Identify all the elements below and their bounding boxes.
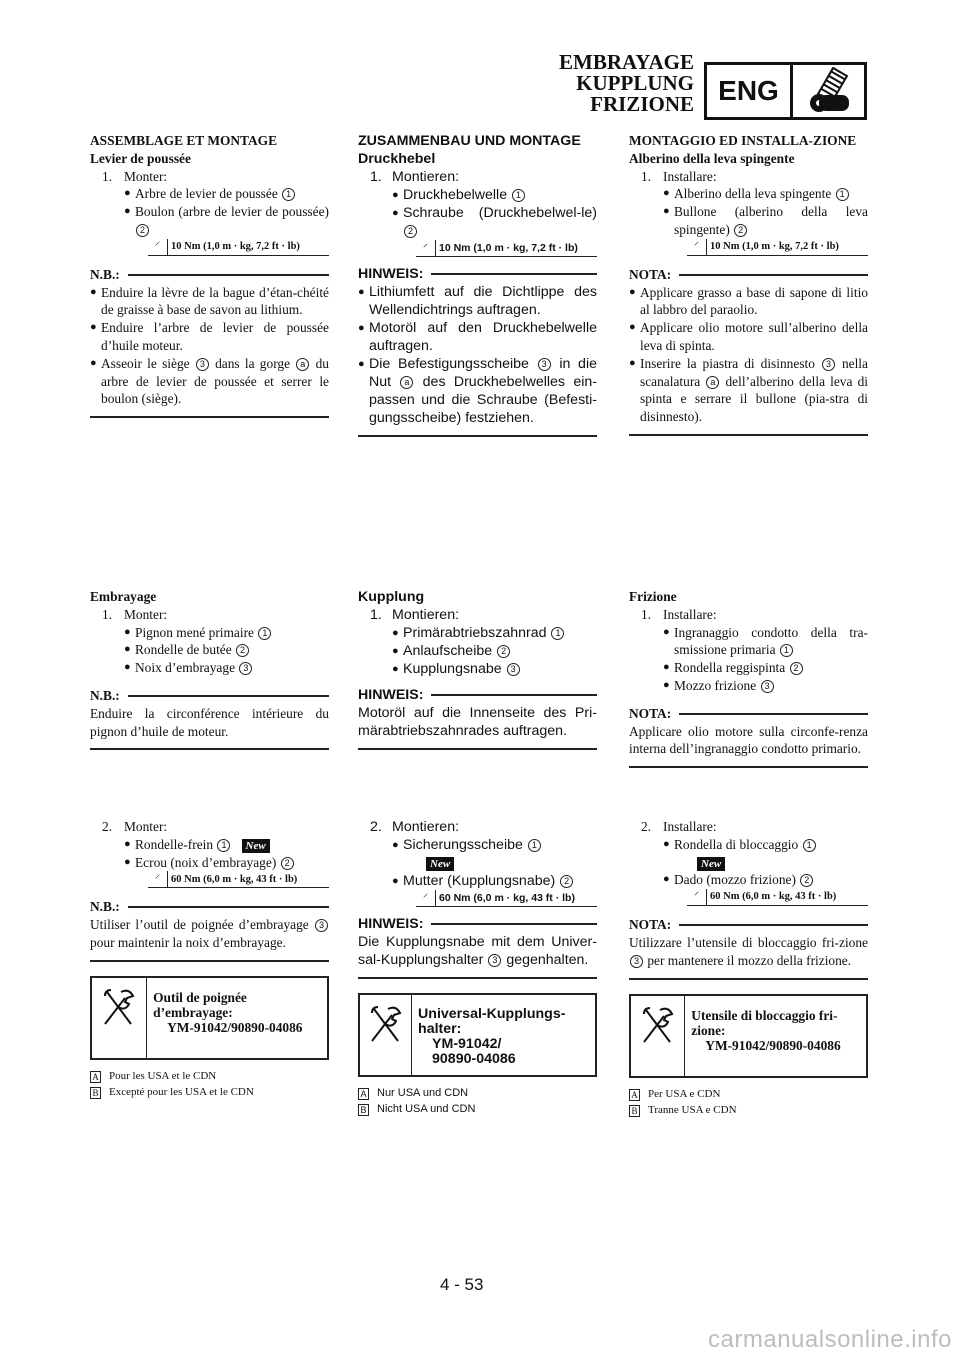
list-item: ● Bullone (alberino della leva spingente) 2 [663,204,868,237]
list-item: ● Anlaufscheibe 2 [358,642,597,660]
list-item: ● Alberino della leva spingente 1 [629,185,868,203]
note-item: ● Applicare grasso a base di sapone di litio al labbro del paraolio. [629,284,868,318]
note-item: ● Enduire l’arbre de levier de poussée d’huile moteur. [90,320,329,353]
divider [358,977,597,979]
list-item: ● Sicherungsscheibe 1 [358,836,597,854]
new-badge-row [629,854,868,872]
tool-code: YM-91042/90890-04086 [705,1037,841,1053]
list-item: ● Mutter (Kupplungsnabe) 2 [358,872,597,890]
new-badge: New [426,857,454,871]
lever-section [629,132,868,436]
engine-wrench-icon [793,65,864,117]
new-badge: New [697,857,725,871]
torque-spec: ⸍ 10 Nm (1,0 m · kg, 7,2 ft · lb) [416,240,597,257]
divider [90,416,329,418]
step2-section [358,818,597,1117]
footnotes: A Nur USA und CDN B Nicht USA und CDN [358,1085,597,1117]
assembly-title: MONTAGGIO ED INSTALLA-ZIONE [629,133,857,148]
note-text: Utiliser l’outil de poignée d’embrayage 3 pour maintenir la noix d’embrayage. [90,916,329,952]
lever-title: Druckhebel [358,151,436,167]
torque-spec: ⸍ 60 Nm (6,0 m · kg, 43 ft · lb) [416,890,597,907]
list-item: ● Rondelle-frein 1 New [90,836,329,854]
list-item: ● Rondella di bloccaggio 1 [629,836,868,854]
clutch-section [358,588,597,750]
tool-name: Utensile di bloccaggio fri-zione: [691,1007,838,1038]
note-item: ● Applicare olio motore sull’alberino della leva di spinta. [629,320,868,353]
tool-name: Universal-Kupplungs-halter: [418,1006,566,1037]
list-item: ● Arbre de levier de poussée 1 [90,185,329,203]
new-badge: New [242,839,270,853]
note-item: ● Enduire la lèvre de la bague d’étan-chéité de graisse à base de savon au lithium. [90,284,329,318]
section-title [559,52,694,115]
torque-spec: ⸍ 60 Nm (6,0 m · kg, 43 ft · lb) [687,889,868,906]
list-item: ● Boulon (arbre de levier de poussée) 2 [124,204,329,235]
note-heading: NOTA: [629,705,868,723]
list-item: ● Primärabtriebszahnrad 1 [358,624,597,642]
note-item: ● Die Befestigungsscheibe 3 in die Nut a des Druckhebelwelles ein-passen und die Schraube (Befesti-gungsscheibe) festziehen. [358,356,597,426]
title-it: FRIZIONE [590,92,694,116]
step-2: 2. Montieren: [370,819,460,835]
note-text: Motoröl auf die Innenseite des Pri-märabtriebszahnrades auftragen. [358,705,597,739]
special-tool-icon [92,978,147,1058]
special-tool-box [90,976,329,1060]
note-heading: N.B.: [90,687,329,705]
step2-section [629,818,868,1118]
note-heading: NOTA: [629,266,868,284]
note-heading: HINWEIS: [358,265,597,283]
torque-spec: ⸍ 60 Nm (6,0 m · kg, 43 ft · lb) [148,871,329,888]
clutch-title: Kupplung [358,589,425,605]
clutch-title: Frizione [629,589,677,604]
note-text: Enduire la circonférence intérieure du pignon d’huile de moteur. [90,705,329,739]
tool-name: Outil de poignée d’embrayage: [153,989,247,1020]
note-text: Applicare olio motore sulla circonfe-renza interna dell’ingranaggio condotto primario. [629,723,868,757]
special-tool-icon [631,996,685,1076]
step-1: 1. Installare: [641,168,717,184]
torque-wrench-icon: ⸍ [687,889,707,905]
note-heading: N.B.: [90,898,329,916]
torque-wrench-icon: ⸍ [148,239,168,255]
list-item: ● Ecrou (noix d’embrayage) 2 [90,854,329,872]
section-tag-box [704,62,867,120]
list-item: ● Rondelle de butée 2 [90,641,329,659]
watermark: carmanualsonline.info [708,1326,952,1353]
note-item: ● Asseoir le siège 3 dans la gorge a du arbre de levier de poussée et serrer le boulon (siège). [90,355,329,407]
step-2: 2. Installare: [641,819,717,834]
lever-title: Alberino della leva spingente [629,150,795,166]
lever-section [358,132,597,437]
title-fr: EMBRAYAGE [559,50,694,74]
note-item: ● Lithiumfett auf die Dichtlippe des Wellendichtrings auftragen. [358,284,597,318]
title-de: KUPPLUNG [576,71,694,95]
lever-title: Levier de poussée [90,150,191,166]
note-text: Die Kupplungsnabe mit dem Univer-sal-Kupplungshalter 3 gegenhalten. [358,934,597,968]
step-1: 1. Monter: [102,168,168,184]
list-item: ● Dado (mozzo frizione) 2 [629,871,868,889]
divider [358,748,597,750]
step-2: 2. Monter: [102,819,168,834]
list-item: ● Pignon mené primaire 1 [90,624,329,642]
new-badge-row [358,854,597,872]
tool-code: YM-91042/90890-04086 [167,1019,303,1035]
clutch-title: Embrayage [90,589,157,604]
lever-section [90,132,329,418]
torque-wrench-icon: ⸍ [416,890,436,906]
torque-spec: ⸍ 10 Nm (1,0 m · kg, 7,2 ft · lb) [148,239,329,256]
divider [358,435,597,437]
special-tool-box [358,993,597,1077]
step-1: 1. Montieren: [370,607,460,623]
note-heading: N.B.: [90,266,329,284]
step2-section [90,818,329,1100]
page-number: 4 - 53 [440,1275,484,1294]
footnotes: A Pour les USA et le CDN B Excepté pour les USA et le CDN [90,1068,329,1100]
note-item: ● Inserire la piastra di disinnesto 3 nella scanalatura a dell’alberino della leva di spinta e serrare il bullone (pia-stra di disinnesto). [629,355,868,425]
special-tool-icon [360,995,412,1075]
divider [629,766,868,768]
torque-wrench-icon: ⸍ [148,871,168,887]
note-item: ● Motoröl auf den Druckhebelwelle auftragen. [358,320,597,354]
assembly-title: ASSEMBLAGE ET MONTAGE [90,133,278,148]
footnotes: A Per USA e CDN B Tranne USA e CDN [629,1086,868,1118]
divider [629,978,868,980]
step-1: 1. Monter: [102,606,168,622]
note-text: Utilizzare l’utensile di bloccaggio fri-zione 3 per mantenere il mozzo della frizione. [629,934,868,968]
torque-spec: ⸍ 10 Nm (1,0 m · kg, 7,2 ft · lb) [687,239,868,256]
divider [629,434,868,436]
divider [90,748,329,750]
section-tag: ENG [707,65,793,117]
note-heading: HINWEIS: [358,915,597,933]
list-item: ● Schraube (Druckhebelwel-le) 2 [392,205,597,236]
list-item: ● Mozzo frizione 3 [629,677,868,695]
list-item: ● Druckhebelwelle 1 [358,186,597,204]
note-heading: HINWEIS: [358,686,597,704]
step-1: 1. Installare: [641,606,717,622]
note-heading: NOTA: [629,916,868,934]
list-item: ● Ingranaggio condotto della tra-smissione primaria 1 [663,624,868,658]
torque-wrench-icon: ⸍ [687,239,707,255]
list-item: ● Rondella reggispinta 2 [629,659,868,677]
step-1: 1. Montieren: [370,169,460,185]
divider [90,960,329,962]
special-tool-box [629,994,868,1078]
torque-wrench-icon: ⸍ [416,240,436,256]
assembly-title: ZUSAMMENBAU UND MONTAGE [358,133,581,149]
list-item: ● Noix d’embrayage 3 [90,659,329,677]
list-item: ● Kupplungsnabe 3 [358,660,597,678]
tool-code: YM-91042/ 90890-04086 [432,1036,516,1067]
clutch-section [90,588,329,750]
clutch-section [629,588,868,768]
